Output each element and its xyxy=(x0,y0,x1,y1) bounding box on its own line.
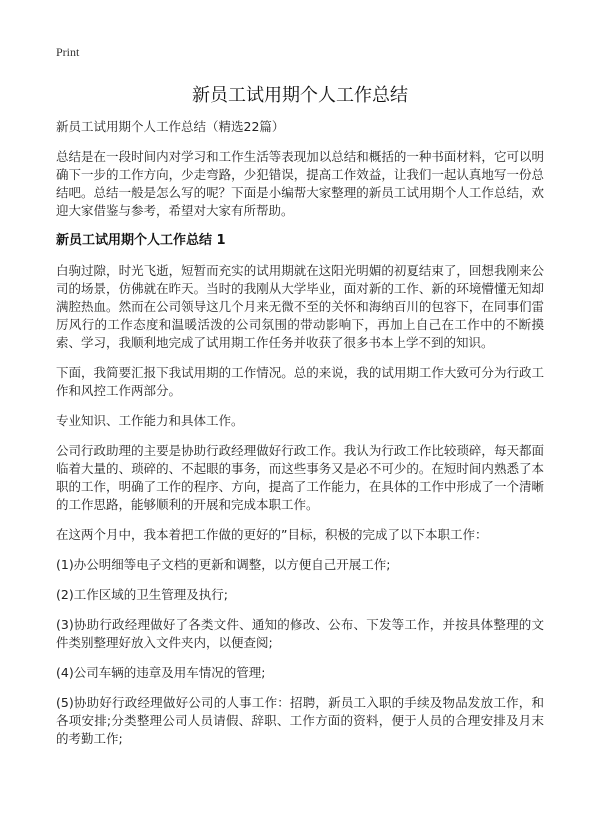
paragraph: 下面，我简要汇报下我试用期的工作情况。总的来说，我的试用期工作大致可分为行政工作和风控工作两部分。 xyxy=(56,365,544,398)
list-item: (4)公司车辆的违章及用车情况的管理; xyxy=(56,665,266,680)
list-item: (5)协助好行政经理做好公司的人事工作：招聘，新员工入职的手续及物品发放工作，和各项安排;分类整理公司人员请假、辞职、工作方面的资料，便于人员的合理安排及月末的考勤工作; xyxy=(56,695,544,746)
print-label: Print xyxy=(56,45,80,59)
paragraph: 公司行政助理的主要是协助行政经理做好行政工作。我认为行政工作比较琐碎，每天都面临着大量的、琐碎的、不起眼的事务，而这些事务又是必不可少的。在短时间内熟悉了本职的工作，明确了工作的程序、方向，提高了工作能力，在具体的工作中形成了一个清晰的工作思路，能够顺利的开展和完成本职工作。 xyxy=(56,443,544,512)
list-item: (3)协助行政经理做好了各类文件、通知的修改、公布、下发等工作，并按具体整理的文件类别整理好放入文件夹内，以便查阅; xyxy=(56,617,544,650)
paragraph: 白驹过隙，时光飞逝，短暂而充实的试用期就在这阳光明媚的初夏结束了，回想我刚来公司的场景，仿佛就在昨天。当时的我刚从大学毕业，面对新的工作、新的环境懵懂无知却满腔热血。然而在公司领导这几个月来无微不至的关怀和海纳百川的包容下，在同事们雷厉风行的工作态度和温暖活泼的公司氛围的带动影响下，再加上自己在工作中的不断摸索、学习，我顺利地完成了试用期工作任务并收获了很多书本上学不到的知识。 xyxy=(56,263,544,350)
list-item: (1)办公明细等电子文档的更新和调整，以方便自己开展工作; xyxy=(56,557,391,572)
section-heading: 新员工试用期个人工作总结 1 xyxy=(56,233,226,248)
document-body xyxy=(56,118,544,760)
paragraph: 在这两个月中，我本着把工作做的更好的”目标，积极的完成了以下本职工作： xyxy=(56,527,488,542)
intro-paragraph: 总结是在一段时间内对学习和工作生活等表现加以总结和概括的一种书面材料，它可以明确下一步的工作方向，少走弯路，少犯错误，提高工作效益，让我们一起认真地写一份总结吧。总结一般是怎么写的呢？下面是小编帮大家整理的新员工试用期个人工作总结，欢迎大家借鉴与参考，希望对大家有所帮助。 xyxy=(56,149,544,218)
paragraph: 专业知识、工作能力和具体工作。 xyxy=(56,413,244,428)
document-subtitle: 新员工试用期个人工作总结（精选22篇） xyxy=(56,119,285,134)
page-title: 新员工试用期个人工作总结 xyxy=(192,85,408,106)
list-item: (2)工作区域的卫生管理及执行; xyxy=(56,587,228,602)
